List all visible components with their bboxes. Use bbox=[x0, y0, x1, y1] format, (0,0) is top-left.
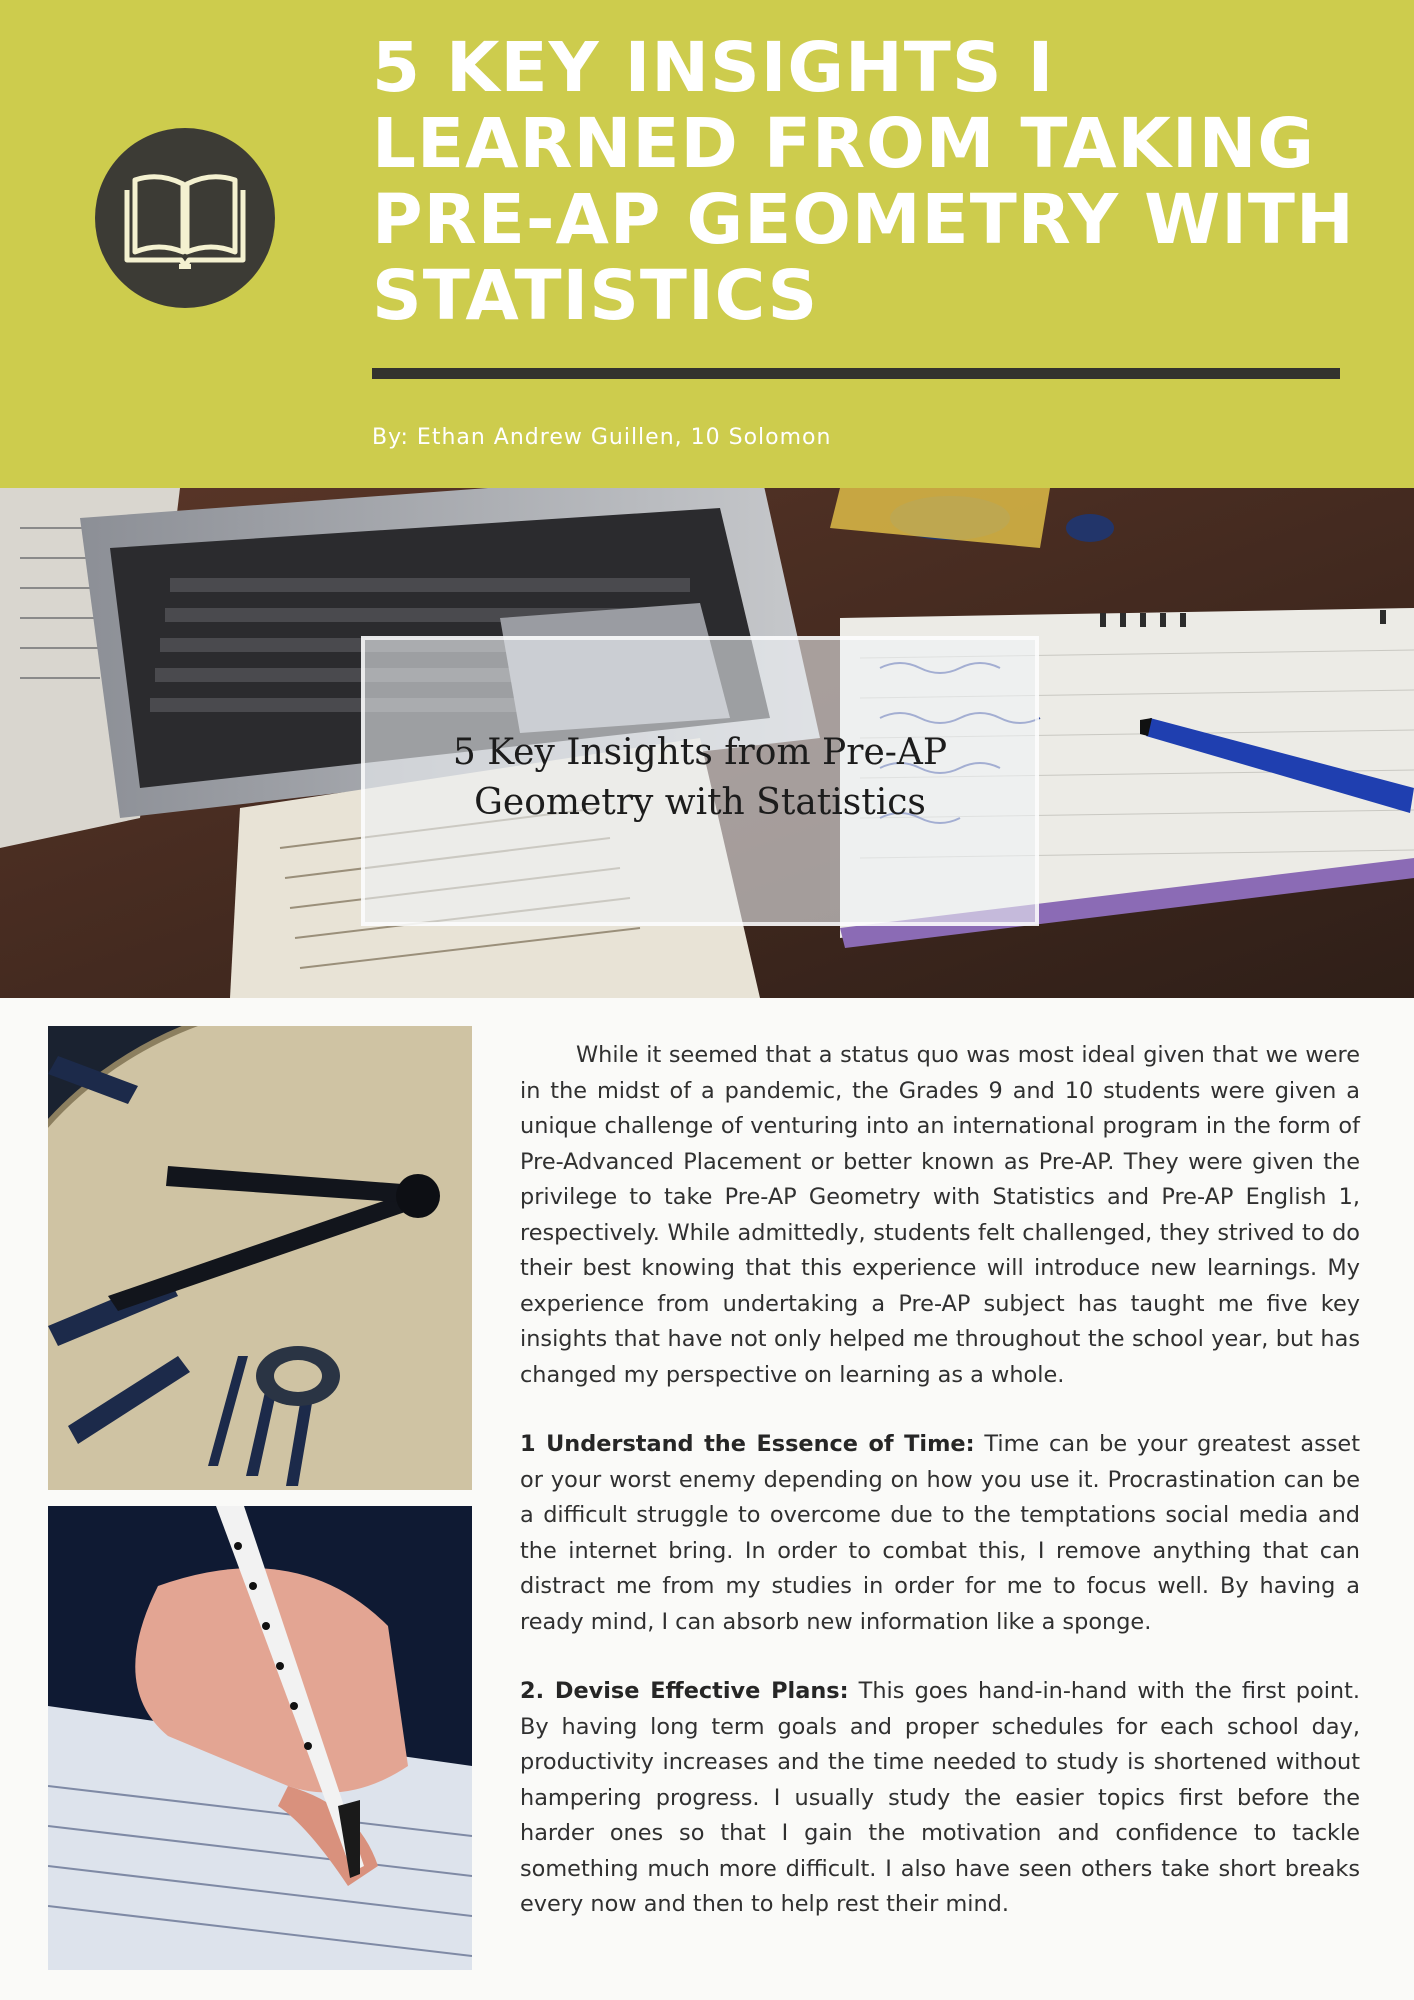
title-divider bbox=[372, 368, 1340, 379]
hero-caption-box bbox=[361, 636, 1039, 926]
author-byline: By: Ethan Andrew Guillen, 10 Solomon bbox=[372, 425, 832, 450]
writing-hand-photo bbox=[48, 1506, 472, 1970]
article-intro-paragraph: While it seemed that a status quo was most ideal given that we were in the midst of a pandemic, the Grades 9 and 10 students were given a unique challenge of venturing into an international program in the form of Pre-Advanced Placement or better known as Pre-AP. They were given the privilege to take Pre-AP Geometry with Statistics and Pre-AP English 1, respectively. While admittedly, students felt challenged, they strived to do their best knowing that this experience will introduce new learnings. My experience from undertaking a Pre-AP subject has taught me five key insights that have not only helped me throughout the school year, but has changed my perspective on learning as a whole. bbox=[520, 1042, 1360, 1388]
clock-photo bbox=[48, 1026, 472, 1490]
insight-2-text: This goes hand-in-hand with the first point. By having long term goals and proper schedules for each school day, productivity increases and the time needed to study is shortened without hampering progress. I usually study the easier topics first before the harder ones so that I gain the motivation and confidence to tackle something much more difficult. I also have seen others take short breaks every now and then to help rest their mind. bbox=[520, 1678, 1360, 1917]
insight-2-heading: 2. Devise Effective Plans: bbox=[520, 1678, 849, 1704]
hero-caption bbox=[365, 728, 1035, 828]
clock-face-illustration bbox=[48, 1026, 472, 1490]
insight-1-paragraph bbox=[520, 1427, 1360, 1640]
insight-1-text: Time can be your greatest asset or your worst enemy depending on how you use it. Procrastination can be a difficult struggle to overcome due to the temptations social media and the internet bring. In order to combat this, I remove anything that can distract me from my studies in order for me to focus well. By having a ready mind, I can absorb new information like a sponge. bbox=[520, 1431, 1360, 1635]
hero-photo bbox=[0, 488, 1414, 998]
page-title: 5 KEY INSIGHTS I LEARNED FROM TAKING PRE-AP GEOMETRY WITH STATISTICS bbox=[372, 28, 1355, 336]
header-banner bbox=[0, 0, 1414, 488]
logo-badge bbox=[95, 128, 275, 308]
hero-caption-line-2: Geometry with Statistics bbox=[474, 782, 926, 823]
insight-1-heading: 1 Understand the Essence of Time: bbox=[520, 1431, 975, 1457]
article-body bbox=[520, 1038, 1360, 1957]
open-book-icon bbox=[95, 128, 275, 308]
hero-caption-line-1: 5 Key Insights from Pre-AP bbox=[452, 732, 948, 773]
hand-writing-illustration bbox=[48, 1506, 472, 1970]
insight-2-paragraph bbox=[520, 1674, 1360, 1923]
